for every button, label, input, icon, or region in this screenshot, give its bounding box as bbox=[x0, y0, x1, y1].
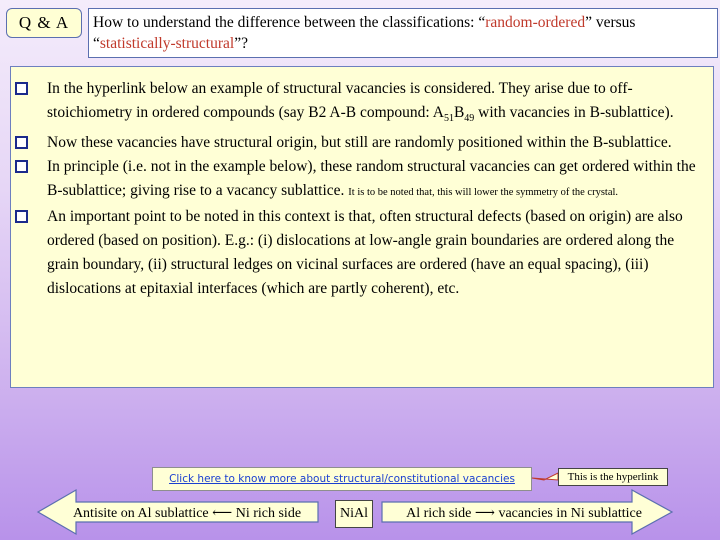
structural-vacancies-link[interactable]: Click here to know more about structural/constitutional vacancies bbox=[152, 467, 532, 491]
page-title bbox=[88, 8, 718, 58]
bullet-item-2 bbox=[11, 131, 705, 155]
title-red-statistically-structural: statistically-structural bbox=[99, 35, 235, 52]
subscript-51: 51 bbox=[443, 113, 454, 125]
bullet-text: An important point to be noted in this context is that, often structural defects (based on origin) are also ordered (based on position). E.g.: (i) dislocations at low-angle grain boundaries are ordered along the grain boundary, (ii) structural ledges on vicinal surfaces are ordered (have an equal spacing), (iii) dislocations at epitaxial interfaces (which are partly coherent), etc. bbox=[47, 208, 683, 298]
hyperlink-callout: This is the hyperlink bbox=[558, 468, 668, 486]
checkbox-bullet-icon bbox=[15, 160, 28, 173]
bullet-text: with vacancies in B-sublattice). bbox=[474, 104, 674, 121]
bullet-item-4 bbox=[11, 205, 705, 301]
subscript-49: 49 bbox=[464, 113, 475, 125]
checkbox-bullet-icon bbox=[15, 210, 28, 223]
bullet-small-note: It is to be noted that, this will lower the symmetry of the crystal. bbox=[348, 187, 619, 199]
content-panel bbox=[10, 66, 714, 388]
title-text-2: ” versus “ bbox=[93, 14, 636, 52]
bullet-text: In principle (i.e. not in the example below), these random structural vacancies can get ordered within the B-sublattice; giving rise to a vacancy sublattice. bbox=[47, 158, 696, 200]
title-text-3: ”? bbox=[234, 35, 248, 52]
checkbox-bullet-icon bbox=[15, 136, 28, 149]
bullet-item-1 bbox=[11, 77, 705, 131]
al-rich-side-button[interactable]: Al rich side ⟶ vacancies in Ni sublattice bbox=[406, 505, 642, 521]
ni-rich-side-button[interactable]: Antisite on Al sublattice ⟵ Ni rich side bbox=[72, 505, 302, 521]
bullet-item-3 bbox=[11, 155, 705, 203]
qa-badge: Q & A bbox=[6, 8, 82, 38]
title-text-1: How to understand the difference between the classifications: “ bbox=[93, 14, 486, 31]
bullet-text: B bbox=[453, 104, 465, 121]
nial-label: NiAl bbox=[335, 500, 373, 528]
bullet-text: In the hyperlink below an example of structural vacancies is considered. They arise due to off-stoichiometry in ordered compounds (say B2 A-B compound: A bbox=[47, 80, 633, 121]
bullet-list bbox=[11, 77, 705, 301]
bullet-text: Now these vacancies have structural origin, but still are randomly positioned within the B-sublattice. bbox=[47, 134, 672, 152]
callout-connector-icon bbox=[530, 470, 560, 484]
title-red-random-ordered: random-ordered bbox=[485, 14, 586, 31]
checkbox-bullet-icon bbox=[15, 82, 28, 95]
